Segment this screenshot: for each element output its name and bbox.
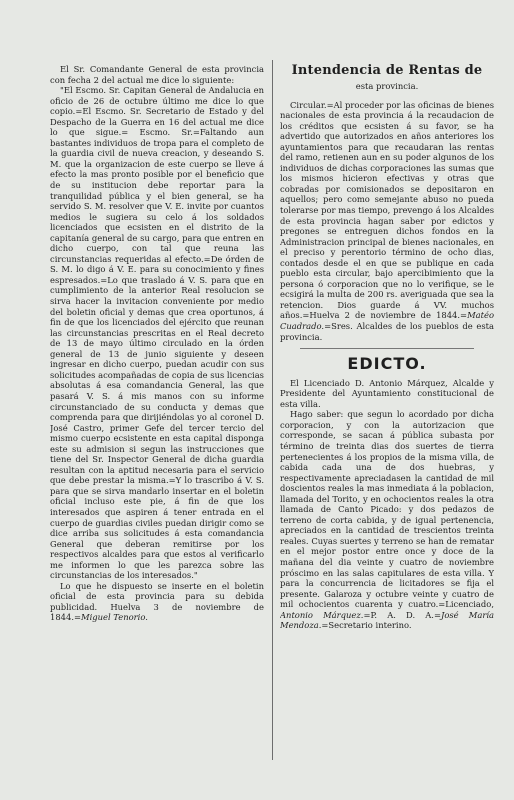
edicto-heading-wrap — [280, 354, 494, 374]
circular-paragraph — [280, 100, 494, 343]
quoted-order-paragraph: "El Escmo. Sr. Capitan General de Andalucia en oficio de 26 de octubre último me dice lo que copio.=El Escmo. Sr. Secretario de Estado y del Despacho de la Guerra en 16 del actual me dice lo que sigue.= Escmo. Sr.=Faltando aun bastantes individuos de tropa para el completo de la guardia civil de nueva creacion, y deseando S. M. que la organizacion de este cuerpo se lleve á efecto la mas pronto posible por el beneficio que de su institucion debe reportar para la tranquilidad pública y el bien general, se ha servido S. M. resolver que V. E. invite por cuantos medios le sugiera su celo á los soldados licenciados que ecsisten en el distrito de la capitanía general de su cargo, para que entren en dicho cuerpo, con tal que reuna las circunstancias requeridas al efecto.=De órden de S. M. lo digo á V. E. para su conocimiento y fines espresados.=Lo que traslado á V. S. para que en cumplimiento de la anterior Real resolucion se sirva hacer la invitacion conveniente por medio del boletin oficial y demas que crea oportunos, á fin de que los licenciados del ejército que reunan las circunstancias prescritas en el Real decreto de 13 de mayo último circulado en la órden general de 13 de junio siguiente y deseen ingresar en dicho cuerpo, puedan acudir con sus solicitudes acompañadas de copia de sus licencias absolutas á esa comandancia General, las que pasará V. S. á mis manos con su informe circunstanciado de su conducta y demas que comprenda para que dirijiéndolas yo al coronel D. José Castro, primer Gefe del tercer tercio del mismo cuerpo ecsistente en esta capital disponga este su admision si segun las instrucciones que tiene del Sr. Inspector General de dicha guardia resultan con la aptitud necesaria para el servicio que debe prestar la misma.=Y lo trascribo á V. S. para que se sirva mandarlo insertar en el boletin oficial incluso este pie, á fin de que los interesados que aspiren á tener entrada en el cuerpo de guardias civiles puedan dirigir como se dice arriba sus solicitudes á esta comandancia General que deberan remitirse por los respectivos alcaldes para que estos al verificarlo me informen lo que les parezca sobre las circunstancias de los interesados." — [50, 85, 264, 581]
signature-marquez: Antonio Márquez. — [280, 609, 364, 620]
column-divider — [272, 60, 273, 760]
closing-paragraph — [50, 581, 264, 623]
left-column — [50, 64, 264, 623]
edicto-secretary: =Secretario interino. — [321, 620, 412, 631]
signature-cuadrado: Matéo Cuadrado. — [280, 310, 494, 332]
edicto-body — [280, 409, 494, 630]
closing-text: Lo que he dispuesto se inserte en el boletin oficial de esta provincia para su debida publicidad. Huelva 3 de noviembre de 1844.= — [50, 580, 264, 623]
signature-mendoza: José María Mendoza. — [280, 609, 494, 631]
edicto-intro: El Licenciado D. Antonio Márquez, Alcalde y Presidente del Ayuntamiento constitucional de esta villa. — [280, 377, 494, 409]
right-column — [280, 64, 494, 631]
circular-text: Circular.=Al proceder por las oficinas de bienes nacionales de esta provincia á la recaudacion de los créditos que ecsisten á su favor, se ha advertido que autorizados en años anteriores los ayuntamientos para que recaudaran las rentas del ramo, retienen aun en su poder algunos de los individuos de dichas corporaciones las sumas que los mismos hicieron efectivas y otras que cobradas por comisionados se depositaron en aquellos; pero como semejante abuso no pueda tolerarse por mas tiempo, prevengo á los Alcaldes de esta provincia hagan saber por edictos y pregones se entreguen dichos fondos en la Administracion principal de bienes nacionales, en el preciso y perentorio término de ocho dias, contados desde el en que se publique en cada pueblo esta circular, bajo apercibimiento que la persona ó corporacion que no lo verifique, se le ecsigirá la multa de 200 rs. averiguada que sea la retencion. Dios guarde á VV. muchos años.=Huelva 2 de noviembre de 1844.= — [280, 99, 494, 321]
edicto-text: Hago saber: que segun lo acordado por dicha corporacion, y con la autorizacion que corresponde, se sacan á pública subasta por término de treinta dias dos suertes de tierra pertenecientes á los propios de la misma villa, de cabida cada una de dos huebras, y respectivamente apreciadasen la cantidad de mil doscientos reales la mas inmediata á la poblacion, llamada del Torito, y en ochocientos reales la otra llamada de Canto Picado: y dos pedazos de terreno de corta cabida, y de igual pertenencia, apreciados en la cantidad de trescientos treinta reales. Cuyas suertes y terreno se han de rematar en el mejor postor entre once y doce de la mañana del dia veinte y cuatro de noviembre próscimo en las salas capitulares de esta villa. Y para la concurrencia de licitadores se fija el presente. Galaroza y octubre veinte y cuatro de mil ochocientos cuarenta y cuatro.=Licenciado, — [280, 409, 494, 610]
circular-addressee: =Sres. Alcaldes de los pueblos de esta provincia. — [280, 321, 494, 342]
section-subheading: esta provincia. — [355, 81, 419, 91]
section-separator — [300, 348, 474, 349]
signature-tenorio: Miguel Tenorio. — [81, 612, 148, 623]
intro-paragraph: El Sr. Comandante General de esta provincia con fecha 2 del actual me dice lo siguiente: — [50, 64, 264, 85]
edicto-title: EDICTO. — [347, 354, 427, 374]
section-heading: Intendencia de Rentas de — [291, 64, 483, 78]
edicto-pada: =P. A. D. A.= — [363, 609, 441, 620]
